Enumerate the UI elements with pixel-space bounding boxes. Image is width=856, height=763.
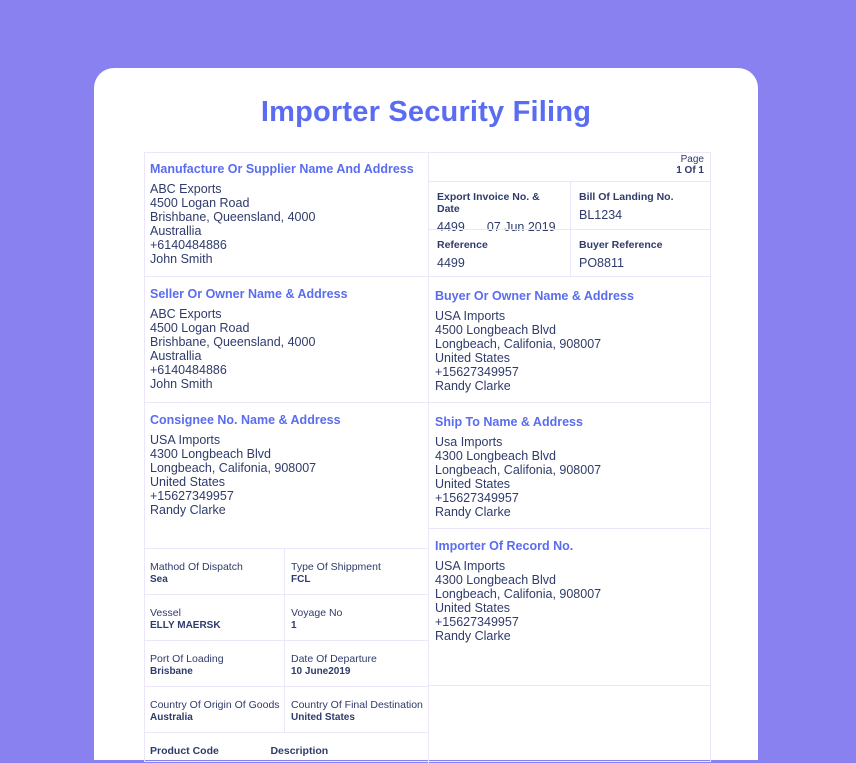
address-line: Longbeach, Califonia, 908007 [435, 463, 602, 477]
address-line: United States [435, 601, 511, 615]
section-heading: Buyer Or Owner Name & Address [435, 289, 634, 303]
address-line: Longbeach, Califonia, 908007 [435, 587, 602, 601]
address-line: United States [435, 351, 511, 365]
field-value: 1 [291, 620, 297, 631]
address-line: USA Imports [435, 309, 506, 323]
shipping-field-dispatch [145, 548, 284, 594]
address-line: John Smith [150, 377, 213, 391]
address-line: Usa Imports [435, 435, 503, 449]
field-value: 10 June2019 [291, 666, 351, 677]
column-header-description: Description [270, 745, 329, 757]
section-heading: Ship To Name & Address [435, 415, 583, 429]
manufacturer-section [150, 162, 425, 277]
page-indicator [428, 153, 710, 181]
seller-section [145, 276, 428, 402]
section-heading: Importer Of Record No. [435, 539, 574, 553]
address-line: Randy Clarke [435, 629, 511, 643]
filing-form [144, 152, 711, 762]
field-label: Vessel [150, 607, 181, 619]
address-line: 4300 Longbeach Blvd [150, 447, 271, 461]
page-title: Importer Security Filing [260, 96, 592, 128]
export-invoice-cell [428, 181, 570, 234]
address-line: Longbeach, Califonia, 908007 [435, 337, 602, 351]
address-line: United States [150, 475, 226, 489]
address-line: 4500 Longbeach Blvd [435, 323, 556, 337]
field-label: Type Of Shippment [291, 561, 381, 573]
address-line: +6140484886 [150, 363, 227, 377]
address-line: USA Imports [150, 433, 221, 447]
page-label: Page [680, 154, 704, 165]
section-heading: Consignee No. Name & Address [150, 413, 341, 427]
shipping-field-departure [284, 640, 428, 686]
ship-to-section [428, 402, 711, 528]
shipping-field-port [145, 640, 284, 686]
field-value: Australia [150, 712, 193, 723]
address-line: 4300 Longbeach Blvd [435, 449, 556, 463]
export-invoice-date: 07 Jun 2019 [486, 220, 556, 234]
document-card [94, 68, 758, 760]
field-label: Mathod Of Dispatch [150, 561, 243, 573]
address-line: +15627349957 [435, 491, 519, 505]
address-line: ABC Exports [150, 182, 222, 196]
field-value: ELLY MAERSK [150, 620, 221, 631]
field-value: FCL [291, 574, 311, 585]
field-label: Port Of Loading [150, 653, 224, 665]
address-line: Randy Clarke [435, 379, 511, 393]
address-line: Australlia [150, 349, 202, 363]
address-line: Brishbane, Queensland, 4000 [150, 335, 316, 349]
address-line: 4300 Longbeach Blvd [435, 573, 556, 587]
address-line: USA Imports [435, 559, 506, 573]
field-label: Date Of Departure [291, 653, 377, 665]
page-value: 1 Of 1 [676, 165, 704, 176]
address-line: 4500 Logan Road [150, 321, 250, 335]
field-label: Country Of Final Destination [291, 699, 423, 711]
address-line: +6140484886 [150, 238, 227, 252]
address-line: Australlia [150, 224, 202, 238]
address-line: 4500 Logan Road [150, 196, 250, 210]
consignee-section [145, 402, 428, 548]
export-invoice-number: 4499 [437, 220, 465, 234]
address-line: +15627349957 [435, 365, 519, 379]
address-line: ABC Exports [150, 307, 222, 321]
field-value: Brisbane [150, 666, 193, 677]
buyer-reference-label: Buyer Reference [579, 239, 663, 251]
address-line: +15627349957 [150, 489, 234, 503]
buyer-reference-cell [570, 229, 711, 277]
shipping-field-destination [284, 686, 428, 732]
section-heading: Seller Or Owner Name & Address [150, 287, 348, 301]
section-heading: Manufacture Or Supplier Name And Address [150, 162, 414, 176]
address-line: United States [435, 477, 511, 491]
shipping-field-vessel [145, 594, 284, 640]
product-table-header [145, 732, 428, 763]
bill-of-landing-label: Bill Of Landing No. [579, 191, 674, 203]
shipping-field-voyage [284, 594, 428, 640]
shipping-field-origin [145, 686, 284, 732]
reference-label: Reference [437, 239, 488, 251]
address-line: John Smith [150, 252, 213, 266]
reference-value: 4499 [437, 256, 465, 270]
field-value: Sea [150, 574, 168, 585]
address-line: Longbeach, Califonia, 908007 [150, 461, 317, 475]
export-invoice-label: Export Invoice No. & Date [437, 191, 540, 215]
address-line: Randy Clarke [150, 503, 226, 517]
reference-cell [428, 229, 570, 277]
right-bottom-blank [428, 685, 711, 763]
address-line: Brishbane, Queensland, 4000 [150, 210, 316, 224]
address-line: +15627349957 [435, 615, 519, 629]
column-header-product-code: Product Code [150, 745, 219, 757]
shipping-field-type [284, 548, 428, 594]
field-label: Voyage No [291, 607, 343, 619]
bill-of-landing-cell [570, 181, 711, 229]
bill-of-landing-value: BL1234 [579, 208, 623, 222]
address-line: Randy Clarke [435, 505, 511, 519]
field-value: United States [291, 712, 355, 723]
buyer-reference-value: PO8811 [579, 256, 624, 270]
field-label: Country Of Origin Of Goods [150, 699, 280, 711]
buyer-section [428, 276, 711, 402]
